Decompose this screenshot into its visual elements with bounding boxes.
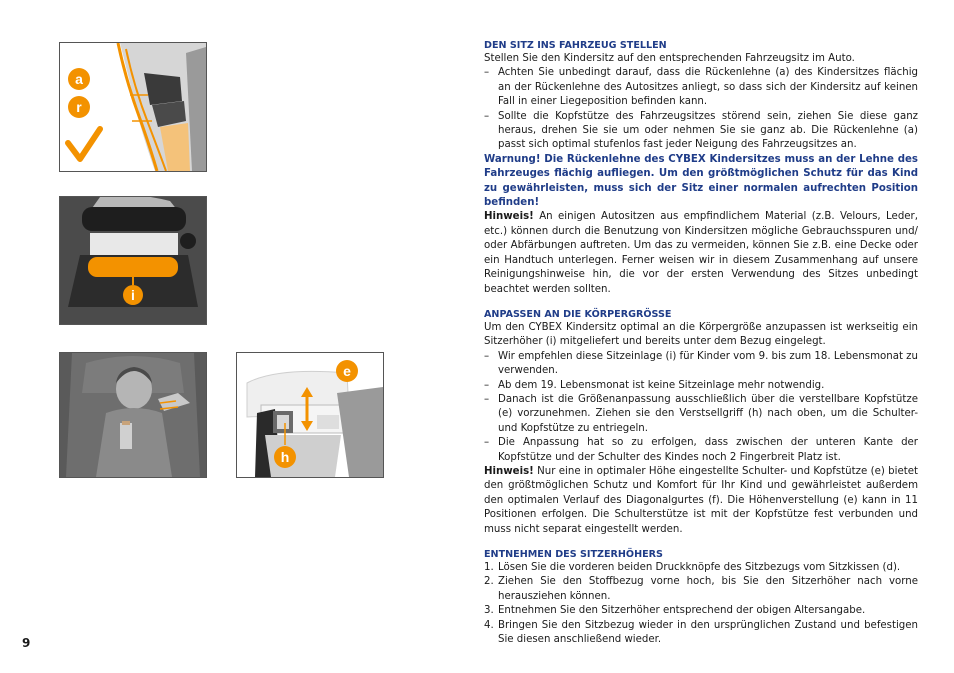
paragraph: Stellen Sie den Kindersitz auf den entsprechenden Fahrzeugsitz im Auto. <box>484 53 855 64</box>
section-heading-placement: DEN SITZ INS FAHRZEUG STELLEN <box>484 40 667 51</box>
paragraph: Um den CYBEX Kindersitz optimal an die Körpergröße anzupassen ist werkseitig ein Sitzerhöher (i) mitgeliefert und bereits unter dem Bezug eingelegt. <box>484 321 918 348</box>
list-item: 3. Entnehmen Sie den Sitzerhöher entsprechend der obigen Altersangabe. <box>484 605 866 617</box>
checkmark-icon <box>68 129 100 159</box>
label-r: r <box>76 99 82 115</box>
figure-seat-insert <box>59 196 207 325</box>
figure-headrest-adjust <box>236 352 384 478</box>
list-item: 1. Lösen Sie die vorderen beiden Druckknöpfe des Sitzbezugs vom Sitzkissen (d). <box>484 562 901 573</box>
list-item: – Achten Sie unbedingt darauf, dass die Rückenlehne (a) des Kindersitzes flächig an der Rückenlehne des Autositzes anliegt, so dass sich der Kindersitz auf keinen Fall in einer Liegeposition befinden kann. <box>484 67 918 108</box>
label-i: i <box>131 287 135 303</box>
list-item: – Ab dem 19. Lebensmonat ist keine Sitzeinlage mehr notwendig. <box>484 379 825 391</box>
instructions-text <box>484 39 918 647</box>
label-a: a <box>75 71 83 87</box>
warning-text: Warnung! Die Rückenlehne des CYBEX Kindersitzes muss an der Lehne des Fahrzeuges flächig aufliegen. Um den größtmöglichen Schutz für das Kind zu gewährleisten, muss sich der Sitz einer normalen aufrechten Position befinden! <box>484 153 918 209</box>
list-item: 4. Bringen Sie den Sitzbezug wieder in den ursprünglichen Zustand und befestigen Sie diesen anschließend wieder. <box>484 619 918 646</box>
label-h: h <box>280 449 290 465</box>
section-heading-body-size: ANPASSEN AN DIE KÖRPERGRÖSSE <box>484 308 672 320</box>
list-item: – Danach ist die Größenanpassung ausschließlich über die verstellbare Kopfstütze (e) vorzunehmen. Ziehen sie den Verstsellgriff (h) nach oben, um die Schulter- und Kopfstütze zu entriegeln. <box>484 393 918 434</box>
figure-child-in-seat <box>59 352 207 478</box>
section-heading-remove-booster: ENTNEHMEN DES SITZERHÖHERS <box>484 549 663 560</box>
note-paragraph: Hinweis! An einigen Autositzen aus empfindlichem Material (z.B. Velours, Leder, etc.) können durch die Benutzung von Kindersitzen mögliche Gebrauchsspuren und/ oder Abfärbungen auftreten. Um das zu vermeiden, können Sie z.B. eine Decke oder ein Handtuch unterlegen. Ferner weisen wir in diesem Zusammenhang auf unsere Reinigungshinweise hin, die vor der ersten Verwendung des Sitzes unbedingt beachtet werden sollten. <box>484 211 918 295</box>
note-label: Hinweis! <box>484 211 534 223</box>
list-item: – Wir empfehlen diese Sitzeinlage (i) für Kinder vom 9. bis zum 18. Lebensmonat zu verwenden. <box>484 350 918 377</box>
label-e: e <box>343 363 351 379</box>
list-item: – Die Anpassung hat so zu erfolgen, dass zwischen der unteren Kante der Kopfstütze und der Schulter des Kindes noch 2 Fingerbreit Platz ist. <box>484 437 918 463</box>
note-label: Hinweis! <box>484 465 534 477</box>
list-item: 2. Ziehen Sie den Stoffbezug vorne hoch, bis Sie den Sitzerhöher nach vorne herausziehen können. <box>484 576 918 602</box>
list-item: – Sollte die Kopfstütze des Fahrzeugsitzes störend sein, ziehen Sie diese ganz heraus, drehen Sie sie um oder nehmen Sie sie ganz ab. Die Rückenlehne (a) passt sich optimal stufenlos fast jeder Neigung des Fahrzeugsitzes an. <box>484 110 918 151</box>
figure-backrest-position <box>59 42 207 172</box>
page-number: 9 <box>22 636 31 650</box>
note-paragraph: Hinweis! Nur eine in optimaler Höhe eingestellte Schulter- und Kopfstütze (e) bietet den größtmöglichen Schutz und Komfort für Ihr Kind und gewährleistet außerdem den optimalen Verlauf des Diagonalgurtes (f). Die Höhenverstellung (e) kann in 11 Positionen erfolgen. Die Schulterstütze ist mit der Kopfstütze fest verbunden und muss nicht separat eingestellt werden. <box>484 465 918 535</box>
